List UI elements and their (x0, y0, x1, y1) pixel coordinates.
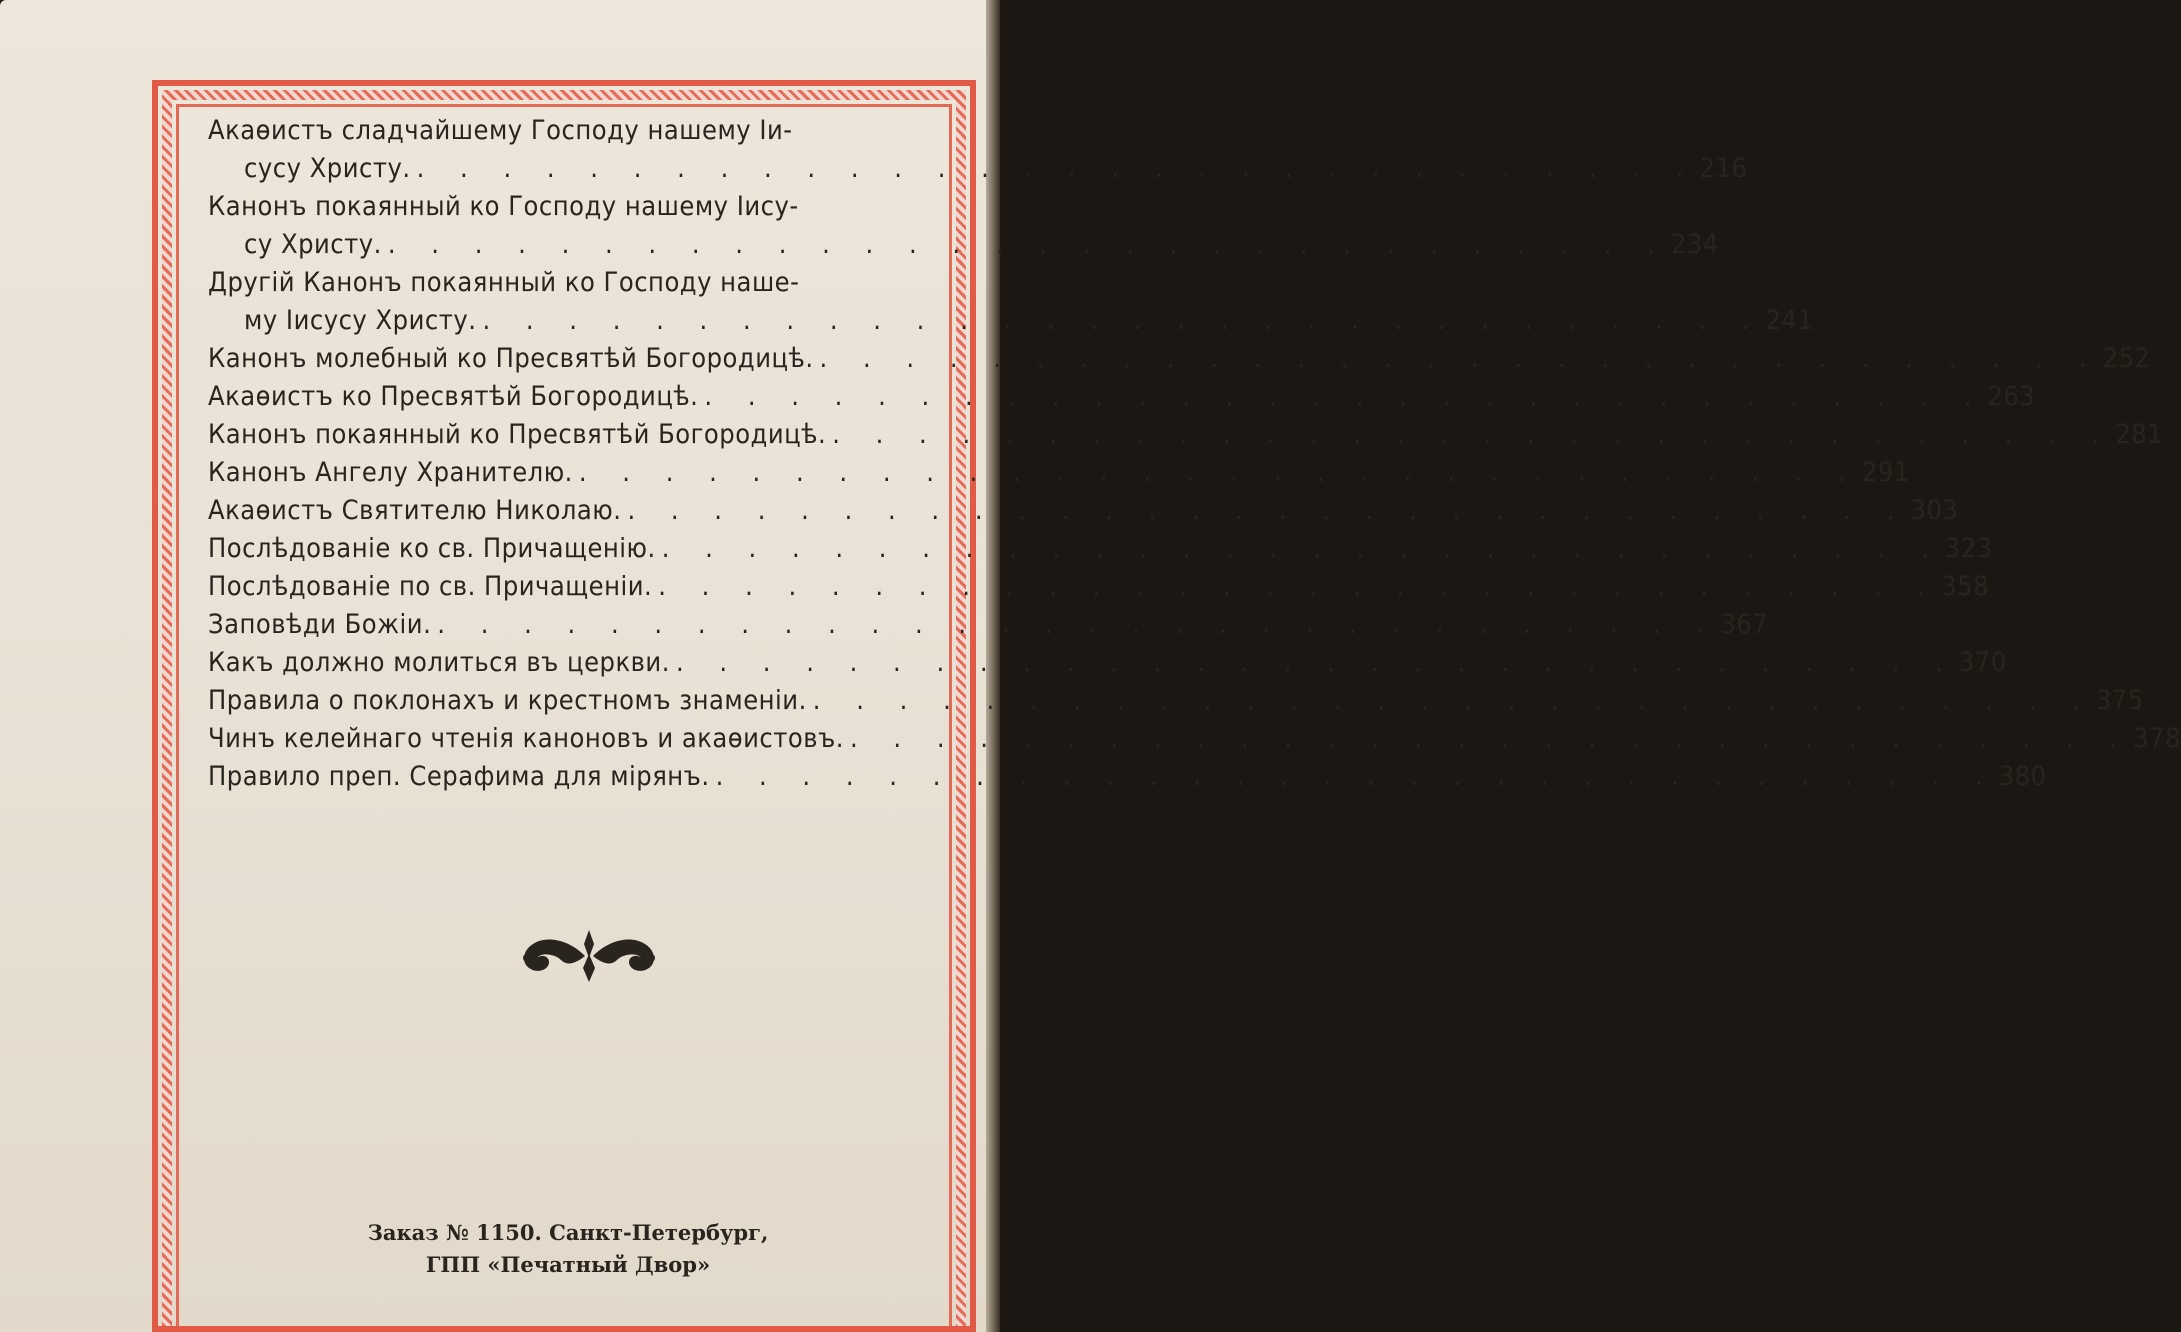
toc-entry (200, 112, 1748, 188)
toc-entry-title: Какъ должно молиться въ церкви. (208, 647, 670, 678)
toc-page-number: 216 (1699, 153, 1748, 184)
toc-entry-title: Правило преп. Серафима для мірянъ. (208, 761, 710, 792)
ornament-fleuron-icon (515, 928, 663, 984)
toc-line (200, 264, 948, 302)
toc-page-number: 367 (1720, 609, 1769, 640)
toc-page-number: 380 (1998, 761, 2047, 792)
toc-entry-title: Канонъ покаянный ко Господу нашему Іису- (208, 191, 799, 222)
toc-entry (200, 568, 1990, 606)
dot-leader: . . . . . . . . . . . . . . . . . . . . . . . . . . . . . . (482, 305, 1764, 336)
toc-page-number: 358 (1941, 571, 1990, 602)
dot-leader: . . . . . . . . . . . . . . . . . . . . . . . . . . . . . . (387, 229, 1669, 260)
toc-entry (200, 720, 2181, 758)
toc-line (200, 378, 2036, 416)
toc-line (200, 150, 1748, 188)
toc-entry-title: Акаѳистъ сладчайшему Господу нашему Іи- (208, 115, 793, 146)
toc-page-number: 303 (1910, 495, 1959, 526)
toc-line (200, 568, 1990, 606)
dot-leader: . . . . . . . . . . . . . . . . . . . . . . . . . . . . . . (704, 381, 1986, 412)
toc-page-number: 252 (2102, 343, 2151, 374)
dot-leader: . . . . . . . . . . . . . . . . . . . . . . . . . . . . . . (812, 685, 2094, 716)
dot-leader: . . . . . . . . . . . . . . . . . . . . . . . . . . . . . . (658, 571, 1940, 602)
toc-entry (200, 378, 2036, 416)
toc-entry (200, 758, 2047, 796)
dot-leader: . . . . . . . . . . . . . . . . . . . . . . . . . . . . . . (578, 457, 1860, 488)
toc-entry-title: Послѣдованіе ко св. Причащенію. (208, 533, 656, 564)
toc-entry-title: Правила о поклонахъ и крестномъ знаменіи. (208, 685, 807, 716)
dot-leader: . . . . . . . . . . . . . . . . . . . . . . . . . . . . . . (416, 153, 1698, 184)
toc-entry (200, 644, 2007, 682)
toc-entry-title: Заповѣди Божіи. (208, 609, 432, 640)
toc-entry-title: Послѣдованіе по св. Причащеніи. (208, 571, 653, 602)
toc-entry-title: су Христу. (244, 229, 382, 260)
toc-line (200, 530, 1993, 568)
toc-page-number: 375 (2095, 685, 2144, 716)
toc-line (200, 644, 2007, 682)
dot-leader: . . . . . . . . . . . . . . . . . . . . . . . . . . . . . . (715, 761, 1997, 792)
toc-page-number: 370 (1958, 647, 2007, 678)
toc-entry (200, 530, 1993, 568)
toc-line (200, 758, 2047, 796)
toc-entry-title: Акаѳистъ ко Пресвятѣй Богородицѣ. (208, 381, 699, 412)
toc-entry-title: Другій Канонъ покаянный ко Господу наше- (208, 267, 800, 298)
toc-page-number: 281 (2115, 419, 2164, 450)
toc-line (200, 226, 1719, 264)
imprint-line-1: Заказ № 1150. Санкт-Петербург, (367, 1220, 769, 1245)
toc-entry (200, 264, 1814, 340)
toc-line (200, 454, 1910, 492)
toc-entry (200, 606, 1769, 644)
dot-leader: . . . . . . . . . . . . . . . . . . . . . . . . . . . . . . (675, 647, 1957, 678)
toc-line (200, 492, 1959, 530)
toc-entry (200, 454, 1910, 492)
toc-entry-title: Чинъ келейнаго чтенія каноновъ и акаѳистовъ. (208, 723, 844, 754)
dot-leader: . . . . . . . . . . . . . . . . . . . . . . . . . . . . . . (819, 343, 2101, 374)
toc-page-number: 291 (1861, 457, 1910, 488)
toc-line (200, 682, 2144, 720)
toc-page-number: 234 (1670, 229, 1719, 260)
toc-line (200, 416, 2164, 454)
toc-line (200, 720, 2181, 758)
dot-leader: . . . . . . . . . . . . . . . . . . . . . . . . . . . . . . (849, 723, 2132, 754)
dot-leader: . . . . . . . . . . . . . . . . . . . . . . . . . . . . . . (832, 419, 2114, 450)
toc-entry (200, 416, 2164, 454)
toc-page-number: 323 (1944, 533, 1993, 564)
toc-line (200, 606, 1769, 644)
toc-entry (200, 188, 1719, 264)
dot-leader: . . . . . . . . . . . . . . . . . . . . . . . . . . . . . . (661, 533, 1943, 564)
toc-entry-title: Канонъ покаянный ко Пресвятѣй Богородицѣ. (208, 419, 827, 450)
toc-entry (200, 340, 2151, 378)
toc-page-number: 263 (1987, 381, 2036, 412)
toc-entry-title: Канонъ Ангелу Хранителю. (208, 457, 573, 488)
toc-entry (200, 492, 1959, 530)
toc-entry-title: му Іисусу Христу. (244, 305, 477, 336)
toc-line (200, 302, 1814, 340)
imprint-line-2: ГПП «Печатный Двор» (425, 1252, 711, 1277)
toc-page-number: 378 (2133, 723, 2181, 754)
toc-line (200, 188, 948, 226)
dot-leader: . . . . . . . . . . . . . . . . . . . . . . . . . . . . . . (627, 495, 1909, 526)
table-of-contents (200, 112, 2181, 796)
toc-page-number: 241 (1765, 305, 1814, 336)
toc-entry-title: Акаѳистъ Святителю Николаю. (208, 495, 622, 526)
dot-leader: . . . . . . . . . . . . . . . . . . . . . . . . . . . . . . (437, 609, 1719, 640)
toc-entry-title: сусу Христу. (244, 153, 411, 184)
toc-entry (200, 682, 2144, 720)
toc-entry-title: Канонъ молебный ко Пресвятѣй Богородицѣ. (208, 343, 814, 374)
toc-line (200, 112, 948, 150)
toc-line (200, 340, 2151, 378)
